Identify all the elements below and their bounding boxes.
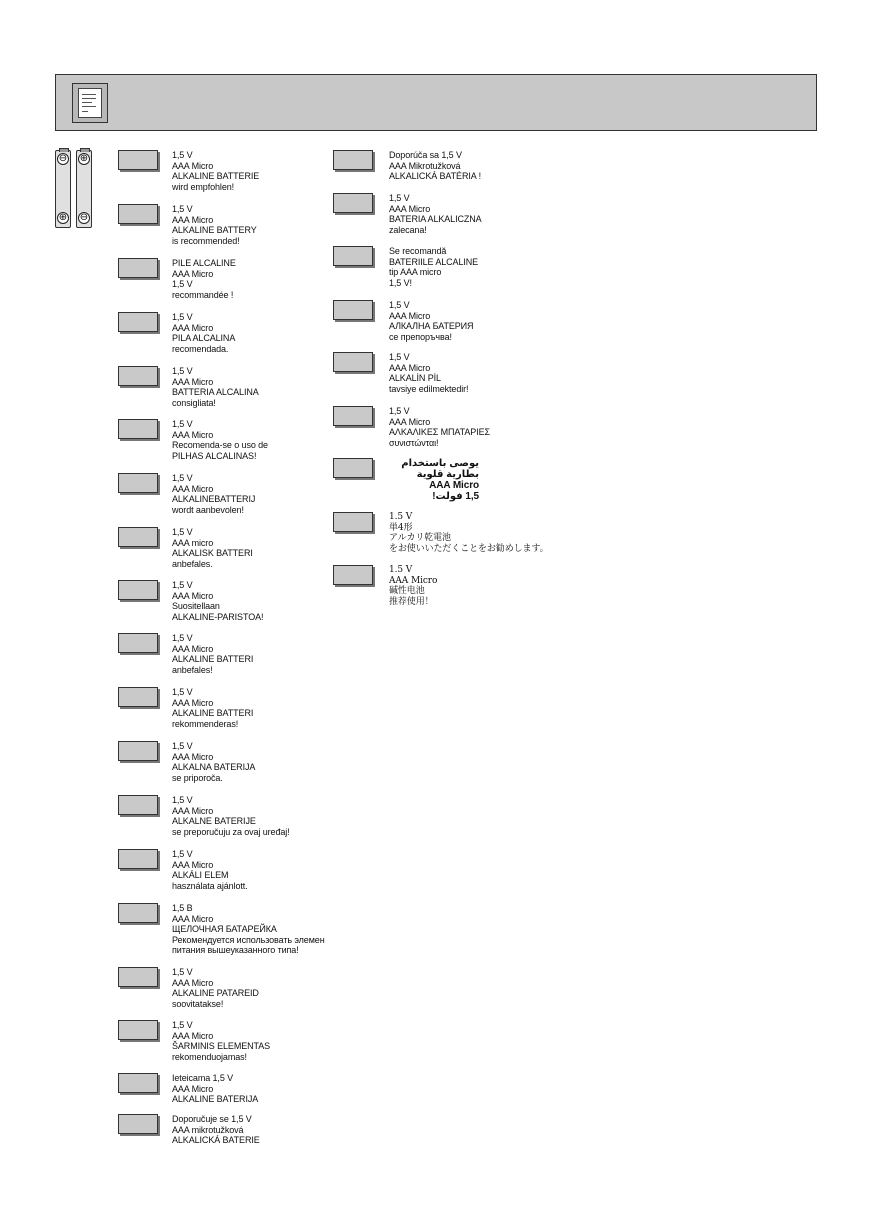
battery-note-lv: Ieteicama 1,5 V AAA Micro ALKALINE BATERIJA — [172, 1073, 259, 1104]
battery-note-pl: 1,5 V AAA Micro BATERIA ALKALICZNA zalecana! — [389, 193, 482, 235]
battery-note-no: 1,5 V AAA Micro ALKALINE BATTERI anbefales! — [172, 633, 254, 675]
checkbox-icon — [333, 512, 373, 532]
battery-note-da: 1,5 V AAA micro ALKALISK BATTERI anbefales. — [172, 527, 253, 569]
checkbox-icon — [333, 565, 373, 585]
checkbox-icon — [118, 204, 158, 224]
battery-note-sl: 1,5 V AAA Micro ALKALNA BATERIJA se priporoča. — [172, 741, 256, 783]
battery-note-pt: 1,5 V AAA Micro Recomenda-se o uso de PILHAS ALCALINAS! — [172, 419, 268, 461]
battery-cell-left — [55, 150, 71, 228]
checkbox-icon — [118, 312, 158, 332]
checkbox-icon — [118, 687, 158, 707]
minus-terminal-icon: ⊖ — [58, 153, 68, 164]
checkbox-icon — [118, 150, 158, 170]
checkbox-icon — [118, 473, 158, 493]
battery-note-ar: يوصى باستخدام بطارية قلوية AAA Micro 1,5 فولت! — [401, 458, 479, 502]
minus-terminal-icon: ⊖ — [79, 212, 89, 223]
battery-note-sk: Doporúča sa 1,5 V AAA Mikrotužková ALKALICKÁ BATÉRIA ! — [389, 150, 481, 181]
checkbox-icon — [333, 300, 373, 320]
battery-cell-right — [76, 150, 92, 228]
checkbox-icon — [333, 406, 373, 426]
battery-note-zh: 1.5 V AAA Micro 碱性电池 推荐使用！ — [389, 565, 438, 607]
checkbox-icon — [118, 258, 158, 278]
checkbox-icon — [118, 580, 158, 600]
checkbox-icon — [333, 458, 373, 478]
battery-note-lt: 1,5 V AAA Micro ŠARMINIS ELEMENTAS rekomenduojamas! — [172, 1020, 271, 1062]
battery-note-ja: 1.5 V 単4形 アルカリ乾電池 をお使いいただくことをお勧めします。 — [389, 512, 549, 554]
checkbox-icon — [333, 193, 373, 213]
checkbox-icon — [118, 1073, 158, 1093]
battery-note-hr: 1,5 V AAA Micro ALKALNE BATERIJE se preporučuju za ovaj uređaj! — [172, 795, 290, 837]
checkbox-icon — [333, 150, 373, 170]
checkbox-icon — [118, 849, 158, 869]
header-bar — [55, 74, 817, 131]
checkbox-icon — [118, 1020, 158, 1040]
checkbox-icon — [118, 419, 158, 439]
battery-note-es: 1,5 V AAA Micro PILA ALCALINA recomendada. — [172, 312, 236, 354]
document-icon — [72, 83, 108, 123]
battery-note-hu: 1,5 V AAA Micro ALKÁLI ELEM használata ajánlott. — [172, 849, 248, 891]
battery-note-sv: 1,5 V AAA Micro ALKALINE BATTERI rekommenderas! — [172, 687, 254, 729]
battery-note-fi: 1,5 V AAA Micro Suositellaan ALKALINE-PARISTOA! — [172, 580, 264, 622]
battery-note-it: 1,5 V AAA Micro BATTERIA ALCALINA consigliata! — [172, 366, 259, 408]
checkbox-icon — [118, 527, 158, 547]
battery-note-fr: PILE ALCALINE AAA Micro 1,5 V recommandée ! — [172, 258, 236, 300]
checkbox-icon — [118, 1114, 158, 1134]
battery-note-et: 1,5 V AAA Micro ALKALINE PATAREID soovitatakse! — [172, 967, 259, 1009]
battery-note-ro: Se recomandă BATERIILE ALCALINE tip AAA micro 1,5 V! — [389, 246, 479, 288]
checkbox-icon — [118, 967, 158, 987]
battery-note-tr: 1,5 V AAA Micro ALKALİN PİL tavsiye edilmektedir! — [389, 352, 469, 394]
checkbox-icon — [118, 366, 158, 386]
battery-note-bg: 1,5 V AAA Micro АЛКАЛНА БАТЕРИЯ се препоръчва! — [389, 300, 474, 342]
battery-note-cs: Doporučuje se 1,5 V AAA mikrotužková ALKALICKÁ BATERIE — [172, 1114, 260, 1145]
battery-note-nl: 1,5 V AAA Micro ALKALINEBATTERIJ wordt aanbevolen! — [172, 473, 256, 515]
plus-terminal-icon: ⊕ — [79, 153, 89, 164]
battery-note-de: 1,5 V AAA Micro ALKALINE BATTERIE wird empfohlen! — [172, 150, 260, 192]
battery-note-en: 1,5 V AAA Micro ALKALINE BATTERY is recommended! — [172, 204, 257, 246]
checkbox-icon — [333, 246, 373, 266]
checkbox-icon — [118, 903, 158, 923]
checkbox-icon — [118, 741, 158, 761]
checkbox-icon — [118, 795, 158, 815]
battery-note-ru: 1,5 В AAA Micro ЩЕЛОЧНАЯ БАТАРЕЙКА Рекомендуется использовать элемен питания вышеуказанного типа! — [172, 903, 325, 955]
battery-note-el: 1,5 V AAA Micro ΑΛΚΑΛΙΚΕΣ ΜΠΑΤΑΡΙΕΣ συνιστώνται! — [389, 406, 490, 448]
checkbox-icon — [118, 633, 158, 653]
plus-terminal-icon: ⊕ — [58, 212, 68, 223]
checkbox-icon — [333, 352, 373, 372]
